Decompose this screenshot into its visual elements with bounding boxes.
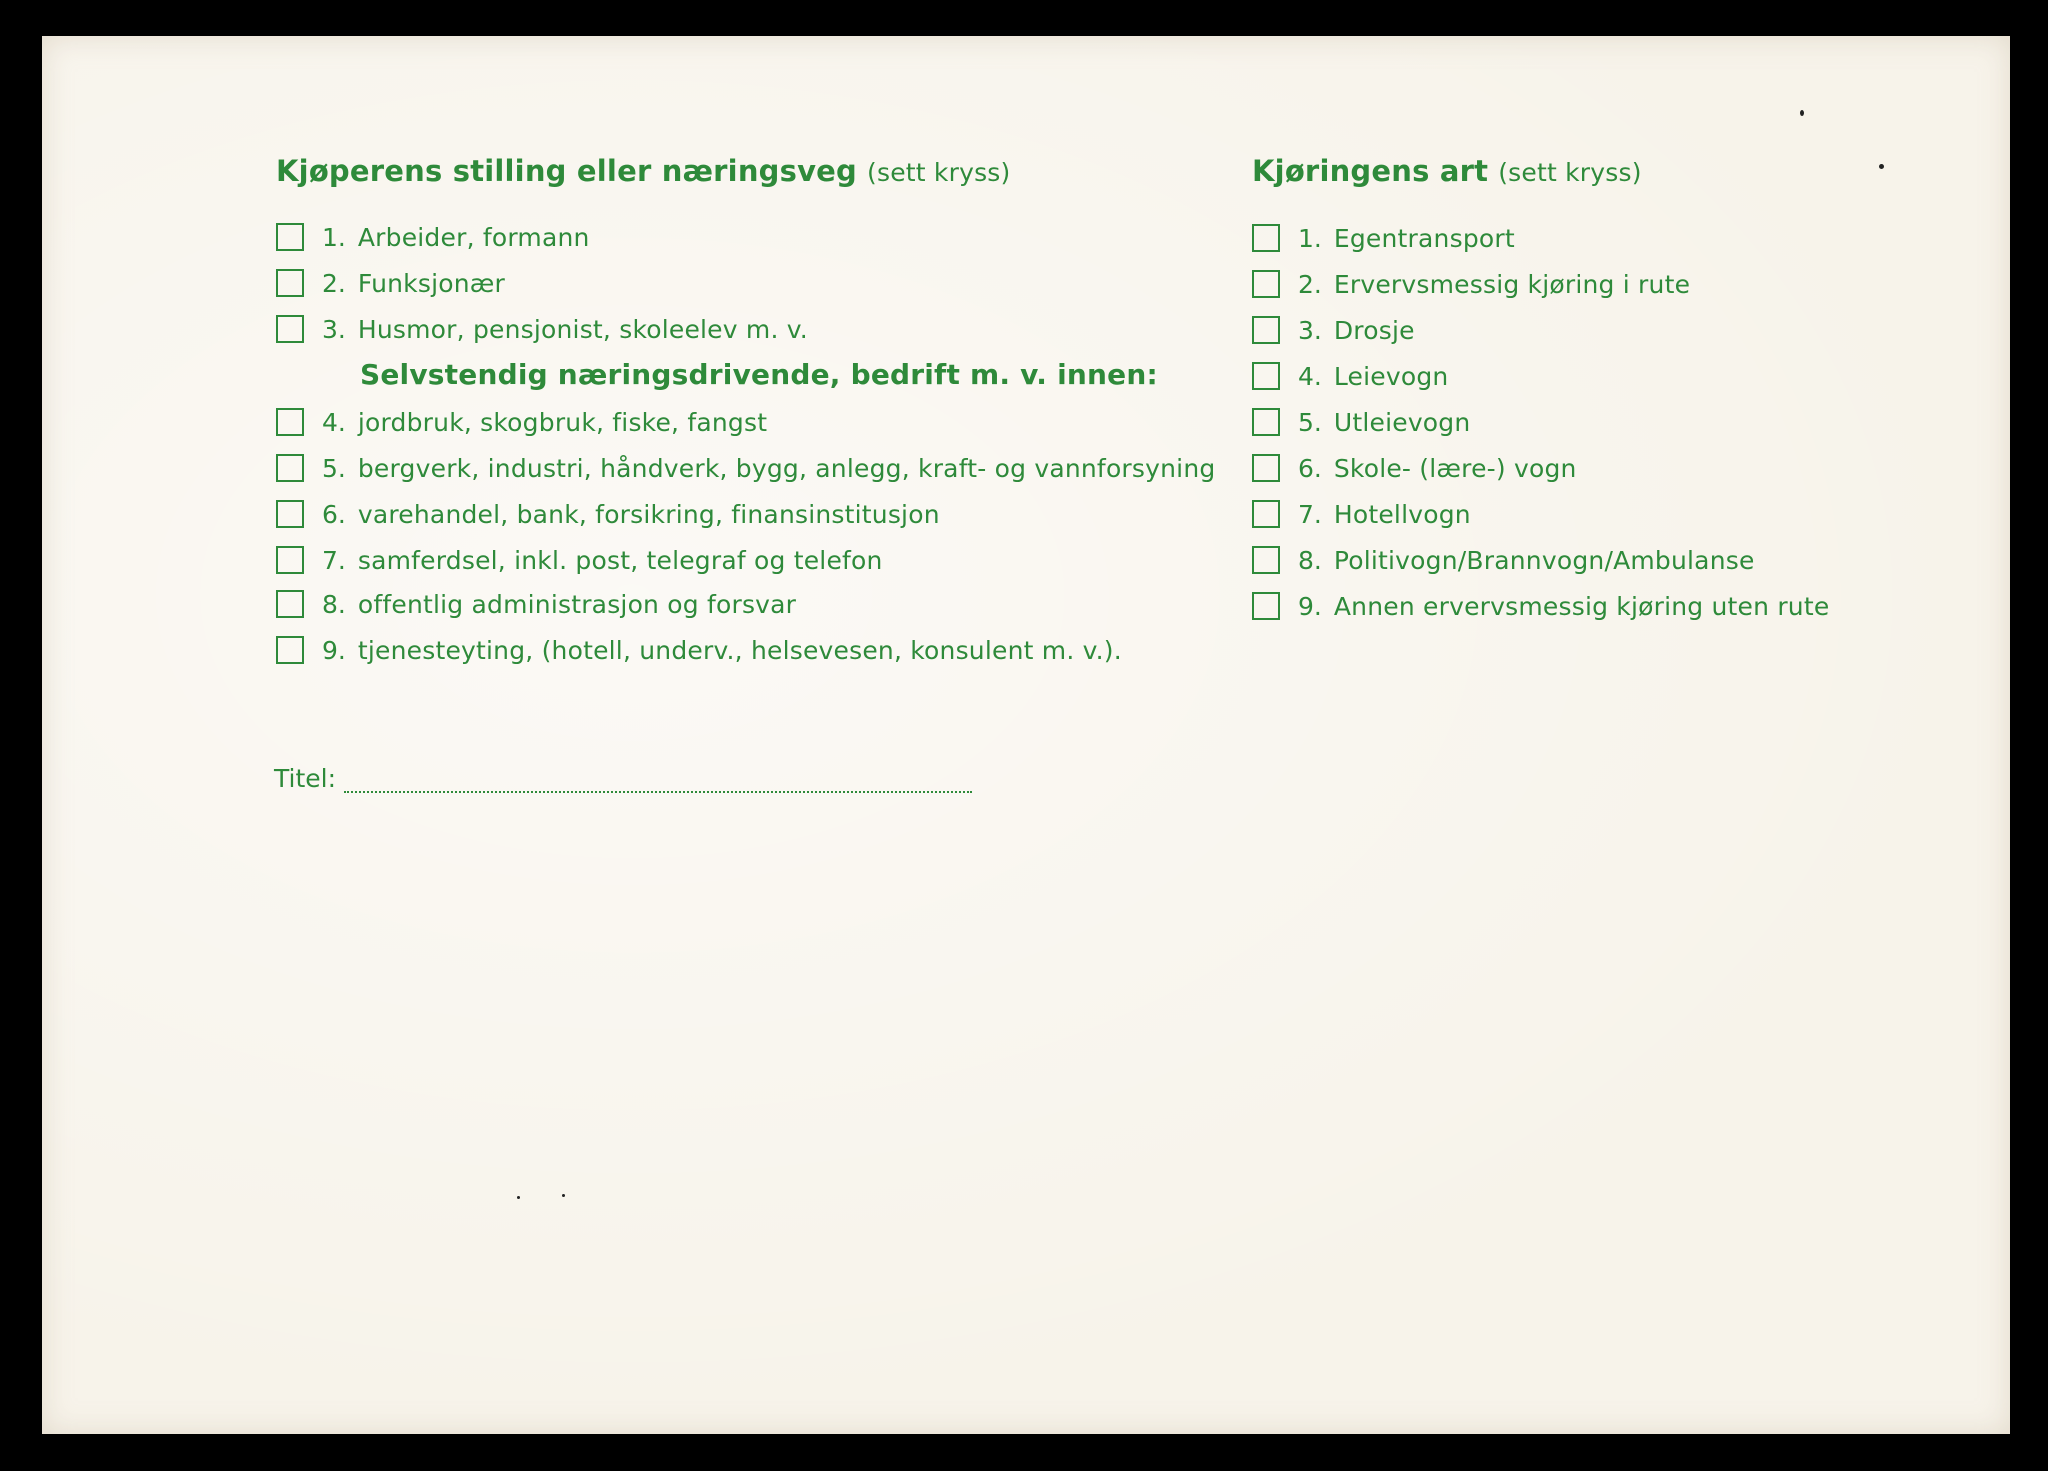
driving-option-3[interactable] <box>1252 312 1415 348</box>
driving-label: Annen ervervsmessig kjøring uten rute <box>1333 591 1830 621</box>
driving-checkbox-2[interactable] <box>1252 270 1280 298</box>
self-employed-subheading: Selvstendig næringsdrivende, bedrift m. v. innen: <box>360 358 1158 391</box>
paper-speck <box>517 1196 520 1199</box>
paper-speck <box>562 1194 565 1197</box>
driving-number: 3. <box>1298 315 1322 345</box>
driving-label: Egentransport <box>1333 223 1515 253</box>
driving-checkbox-8[interactable] <box>1252 546 1280 574</box>
occupation-checkbox-6[interactable] <box>276 500 304 528</box>
occupation-label: jordbruk, skogbruk, fiske, fangst <box>357 407 768 437</box>
driving-label: Skole- (lære-) vogn <box>1333 453 1577 483</box>
driving-label: Utleievogn <box>1333 407 1471 437</box>
driving-checkbox-9[interactable] <box>1252 592 1280 620</box>
occupation-label: Husmor, pensjonist, skoleelev m. v. <box>357 314 808 344</box>
occupation-number: 1. <box>322 222 346 252</box>
occupation-number: 5. <box>322 453 346 483</box>
occupation-number: 7. <box>322 545 346 575</box>
driving-type-heading <box>1252 154 1642 188</box>
driving-number: 4. <box>1298 361 1322 391</box>
occupation-checkbox-3[interactable] <box>276 315 304 343</box>
occupation-checkbox-8[interactable] <box>276 590 304 618</box>
occupation-checkbox-1[interactable] <box>276 223 304 251</box>
driving-type-hint: (sett kryss) <box>1498 158 1642 187</box>
driving-option-6[interactable] <box>1252 450 1577 486</box>
driving-number: 9. <box>1298 591 1322 621</box>
occupation-label: Funksjonær <box>357 268 505 298</box>
driving-number: 6. <box>1298 453 1322 483</box>
occupation-label: offentlig administrasjon og forsvar <box>357 589 797 619</box>
occupation-label: tjenesteyting, (hotell, underv., helsevesen, konsulent m. v.). <box>357 635 1122 665</box>
occupation-number: 3. <box>322 314 346 344</box>
occupation-number: 2. <box>322 268 346 298</box>
driving-option-7[interactable] <box>1252 496 1471 532</box>
driving-number: 2. <box>1298 269 1322 299</box>
driving-checkbox-1[interactable] <box>1252 224 1280 252</box>
occupation-label: samferdsel, inkl. post, telegraf og telefon <box>357 545 883 575</box>
occupation-option-5[interactable] <box>276 450 1215 486</box>
occupation-label: Arbeider, formann <box>357 222 590 252</box>
occupation-checkbox-4[interactable] <box>276 408 304 436</box>
driving-label: Ervervsmessig kjøring i rute <box>1333 269 1691 299</box>
occupation-option-4[interactable] <box>276 404 767 440</box>
occupation-checkbox-7[interactable] <box>276 546 304 574</box>
driving-number: 7. <box>1298 499 1322 529</box>
driving-option-8[interactable] <box>1252 542 1755 578</box>
driving-label: Politivogn/Brannvogn/Ambulanse <box>1333 545 1755 575</box>
occupation-label: bergverk, industri, håndverk, bygg, anlegg, kraft- og vannforsyning <box>357 453 1216 483</box>
occupation-number: 4. <box>322 407 346 437</box>
driving-checkbox-3[interactable] <box>1252 316 1280 344</box>
driving-checkbox-5[interactable] <box>1252 408 1280 436</box>
paper-speck <box>1879 164 1884 169</box>
occupation-option-8[interactable] <box>276 586 796 622</box>
buyer-occupation-hint: (sett kryss) <box>867 158 1011 187</box>
driving-number: 1. <box>1298 223 1322 253</box>
driving-option-5[interactable] <box>1252 404 1470 440</box>
occupation-number: 9. <box>322 635 346 665</box>
title-label: Titel: <box>274 764 336 793</box>
occupation-option-6[interactable] <box>276 496 940 532</box>
driving-label: Hotellvogn <box>1333 499 1471 529</box>
occupation-option-2[interactable] <box>276 265 505 301</box>
occupation-option-3[interactable] <box>276 311 808 347</box>
driving-checkbox-7[interactable] <box>1252 500 1280 528</box>
occupation-option-7[interactable] <box>276 542 883 578</box>
driving-label: Leievogn <box>1333 361 1449 391</box>
buyer-occupation-title: Kjøperens stilling eller næringsveg <box>276 154 858 188</box>
driving-number: 8. <box>1298 545 1322 575</box>
driving-option-1[interactable] <box>1252 220 1515 256</box>
driving-checkbox-6[interactable] <box>1252 454 1280 482</box>
occupation-checkbox-2[interactable] <box>276 269 304 297</box>
occupation-option-1[interactable] <box>276 219 590 255</box>
occupation-number: 8. <box>322 589 346 619</box>
occupation-checkbox-9[interactable] <box>276 636 304 664</box>
occupation-checkbox-5[interactable] <box>276 454 304 482</box>
occupation-label: varehandel, bank, forsikring, finansinstitusjon <box>357 499 940 529</box>
form-sheet <box>42 36 2010 1434</box>
driving-option-4[interactable] <box>1252 358 1448 394</box>
paper-speck <box>1800 110 1804 116</box>
driving-option-2[interactable] <box>1252 266 1690 302</box>
title-input[interactable] <box>344 765 972 793</box>
driving-label: Drosje <box>1333 315 1415 345</box>
buyer-occupation-heading <box>276 154 1010 188</box>
occupation-option-9[interactable] <box>276 632 1122 668</box>
title-field <box>274 764 972 793</box>
occupation-number: 6. <box>322 499 346 529</box>
driving-checkbox-4[interactable] <box>1252 362 1280 390</box>
driving-option-9[interactable] <box>1252 588 1829 624</box>
driving-type-title: Kjøringens art <box>1252 154 1489 188</box>
driving-number: 5. <box>1298 407 1322 437</box>
